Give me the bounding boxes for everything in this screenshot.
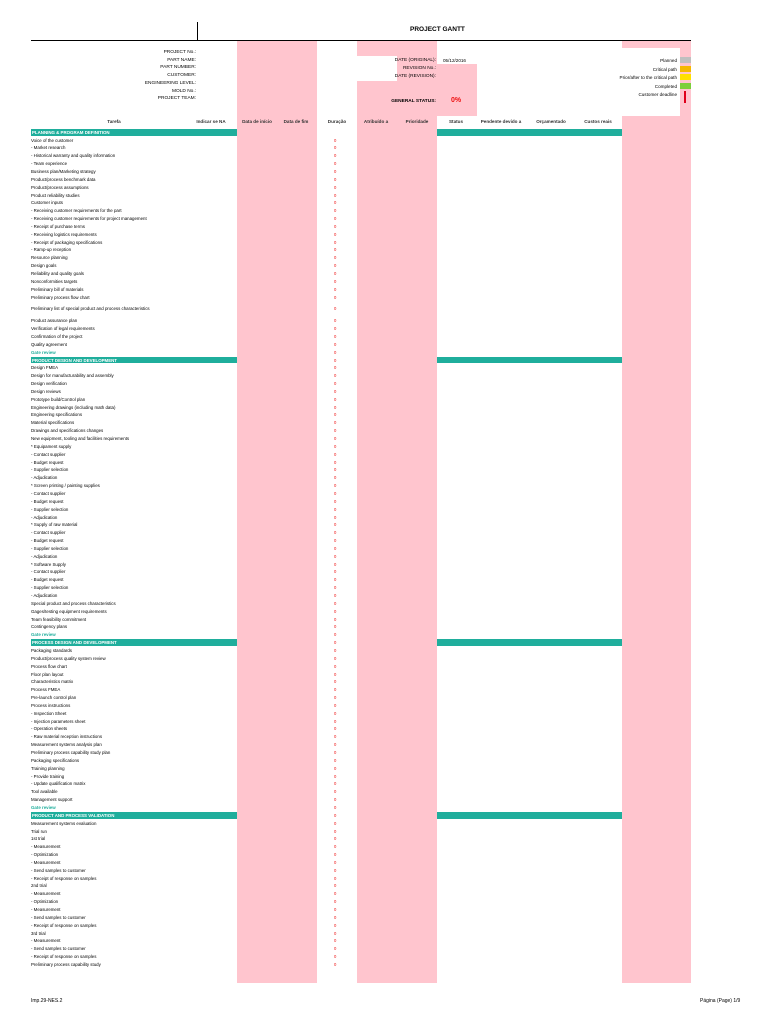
footer-page: Página (Page) 1/9 <box>700 998 741 1004</box>
task-label: - Inspection Sheet <box>31 710 67 716</box>
duration-cell: 0 <box>334 899 337 905</box>
duration-cell: 0 <box>334 867 337 873</box>
right-field-label: DATE (ORIGINAL): <box>394 58 436 63</box>
task-label: 1st trial <box>31 836 46 842</box>
page-title: PROJECT GANTT <box>410 26 465 33</box>
column-header: Custos reais <box>584 119 612 124</box>
column-header: Atribuído a <box>363 119 389 124</box>
task-label: - Injection parameters sheet <box>31 718 86 724</box>
task-label: - Provide training <box>31 773 65 779</box>
task-label: - Send samples to customer <box>31 946 86 952</box>
duration-cell: 0 <box>334 192 337 198</box>
duration-cell: 0 <box>334 514 337 520</box>
duration-cell: 0 <box>334 294 337 300</box>
duration-cell: 0 <box>334 396 337 402</box>
duration-cell: 0 <box>334 459 337 465</box>
duration-cell: 0 <box>334 176 337 182</box>
column-header: Orçamentado <box>536 119 566 124</box>
task-label: Floor plan layout <box>31 671 64 677</box>
duration-cell: 0 <box>334 946 337 952</box>
duration-cell: 0 <box>334 247 337 253</box>
task-label: Design reviews <box>31 388 61 394</box>
duration-cell: 0 <box>334 365 337 371</box>
duration-cell: 0 <box>334 451 337 457</box>
column-header: Status <box>448 119 464 124</box>
task-label: Preliminary list of special product and process characteristics <box>31 306 150 312</box>
task-label: - Measurement <box>31 891 61 897</box>
task-label: 3rd trial <box>31 930 46 936</box>
legend-label: Prior/after to the critical path <box>619 75 677 80</box>
duration-cell: 0 <box>334 404 337 410</box>
duration-cell: 0 <box>334 961 337 967</box>
duration-cell: 0 <box>334 475 337 481</box>
duration-cell: 0 <box>334 137 337 143</box>
header-field-label: PROJECT TEAM: <box>157 96 196 102</box>
task-label: Contingency plans <box>31 624 68 630</box>
task-label: - Budget request <box>31 498 64 504</box>
task-label: - Receipt of purchase terms <box>31 223 85 229</box>
duration-cell: 0 <box>334 153 337 159</box>
task-label: Confirmation of the project <box>31 333 83 339</box>
duration-cell: 0 <box>334 341 337 347</box>
duration-cell: 0 <box>334 443 337 449</box>
duration-cell: 0 <box>334 145 337 151</box>
duration-cell: 0 <box>334 388 337 394</box>
task-label: - Receipt of response on samples <box>31 875 97 881</box>
task-label: - Budget request <box>31 577 64 583</box>
task-label: Packaging specifications <box>31 757 80 763</box>
task-label: Special product and process characteristics <box>31 600 116 606</box>
task-label: - Raw material reception instructions <box>31 734 103 740</box>
task-label: Gages/testing equipment requirements <box>31 608 107 614</box>
duration-cell: 0 <box>334 891 337 897</box>
legend-label: Planned <box>660 58 677 63</box>
duration-cell: 0 <box>334 577 337 583</box>
task-label: Material specifications <box>31 420 75 426</box>
task-label: Design verification <box>31 381 67 387</box>
task-label: - Contact supplier <box>31 530 66 536</box>
task-label: - Receiving customer requirements for project management <box>31 216 147 222</box>
task-label: - Market research <box>31 145 66 151</box>
right-field-label: DATE (REVISION): <box>394 74 436 79</box>
duration-cell: 0 <box>334 679 337 685</box>
header-field-label: CUSTOMER: <box>167 73 196 79</box>
duration-cell: 0 <box>334 357 337 363</box>
task-label: - Budget request <box>31 538 64 544</box>
column-header: Tarefa <box>107 119 121 124</box>
legend-swatch <box>680 83 691 89</box>
task-label: Quality agreement <box>31 341 67 347</box>
duration-cell: 0 <box>334 750 337 755</box>
task-label: Preliminary bill of materials <box>31 286 84 292</box>
task-label: - Contact supplier <box>31 451 66 457</box>
duration-cell: 0 <box>334 161 337 167</box>
col-bg-dates <box>237 40 317 983</box>
duration-cell: 0 <box>334 490 337 496</box>
column-header: Prioridade <box>405 119 429 124</box>
duration-cell: 0 <box>334 483 337 489</box>
task-label: Customer inputs <box>31 200 63 206</box>
task-label: Measurement systems evaluation <box>31 820 97 826</box>
duration-cell: 0 <box>334 914 337 920</box>
duration-cell: 0 <box>334 663 337 669</box>
duration-cell: 0 <box>334 655 337 661</box>
duration-cell: 0 <box>334 820 337 826</box>
gate-review-row: Gate review <box>31 349 56 355</box>
task-label: Product/process assumptions <box>31 184 89 190</box>
task-label: - Historical warranty and quality information <box>31 153 116 159</box>
task-label: - Measurement <box>31 844 61 850</box>
task-label: - Receiving customer requirements for the part <box>31 208 122 214</box>
legend-swatch <box>680 74 691 80</box>
duration-cell: 0 <box>334 271 337 276</box>
task-label: Business plan/Marketing strategy <box>31 168 96 174</box>
task-label: - Measurement <box>31 907 61 912</box>
column-header: Indicar se NA <box>196 119 226 124</box>
task-label: Management support <box>31 797 73 803</box>
task-label: Reliability and quality goals <box>31 271 84 276</box>
duration-cell: 0 <box>334 263 337 269</box>
column-header: Pendente devido a <box>480 119 522 124</box>
duration-cell: 0 <box>334 687 337 693</box>
task-label: Process FMEA <box>31 687 61 693</box>
duration-cell: 0 <box>334 428 337 434</box>
task-label: Engineering drawings (including math data) <box>31 404 116 410</box>
duration-cell: 0 <box>334 781 337 787</box>
duration-cell: 0 <box>334 326 337 332</box>
legend-label: Critical path <box>652 66 677 72</box>
general-status-value: 0% <box>451 97 462 104</box>
task-label: Training planning <box>31 765 65 771</box>
duration-cell: 0 <box>334 836 337 842</box>
task-label: - Measurement <box>31 859 61 865</box>
task-label: - Send samples to customer <box>31 867 86 873</box>
duration-cell: 0 <box>334 255 337 261</box>
duration-cell: 0 <box>334 938 337 944</box>
header-field-label: MOLD No.: <box>172 88 196 94</box>
task-label: Tool available <box>31 789 58 795</box>
task-label: - Adjudication <box>31 514 58 520</box>
duration-cell: 0 <box>334 812 337 818</box>
duration-cell: 0 <box>334 569 337 575</box>
duration-cell: 0 <box>334 773 337 779</box>
duration-cell: 0 <box>334 922 337 928</box>
section-bar <box>437 812 622 819</box>
task-label: - Supplier selection <box>31 545 69 551</box>
duration-cell: 0 <box>334 789 337 795</box>
task-label: - Contact supplier <box>31 569 66 575</box>
duration-cell: 0 <box>334 538 337 544</box>
duration-cell: 0 <box>334 561 337 567</box>
duration-cell: 0 <box>334 616 337 622</box>
task-label: * Equipament supply <box>31 443 72 449</box>
duration-cell: 0 <box>334 553 337 559</box>
task-label: Process instructions <box>31 702 71 708</box>
col-bg-assigned <box>357 40 437 983</box>
section-title: PRODUCT AND PROCESS VALIDATION <box>32 812 115 818</box>
duration-cell: 0 <box>334 530 337 536</box>
general-status-label: GENERAL STATUS: <box>391 99 436 104</box>
duration-cell: 0 <box>334 373 337 379</box>
title-rule <box>31 40 691 41</box>
legend-label: Customer deadline <box>638 92 677 97</box>
duration-cell: 0 <box>334 883 337 889</box>
duration-cell: 0 <box>334 436 337 441</box>
task-label: Preliminary process capability study <box>31 961 101 967</box>
title-divider <box>197 22 198 40</box>
task-label: Product/process quality system review <box>31 655 106 661</box>
task-label: - Receipt of packaging specifications <box>31 239 103 245</box>
task-label: - Contact supplier <box>31 490 66 496</box>
section-title: PLANNING & PROGRAM DEFINITION <box>32 129 110 135</box>
duration-cell: 0 <box>334 184 337 190</box>
task-label: Product/process benchmark data <box>31 176 96 182</box>
duration-cell: 0 <box>334 306 337 312</box>
task-label: Design for manufacturability and assembly <box>31 373 114 379</box>
duration-cell: 0 <box>334 223 337 229</box>
header-field-label: ENGINEERING LEVEL: <box>144 80 196 86</box>
duration-cell: 0 <box>334 412 337 418</box>
task-label: Engineering specifications <box>31 412 83 418</box>
duration-cell: 0 <box>334 506 337 512</box>
task-label: - Update qualification matrix <box>31 781 86 787</box>
duration-cell: 0 <box>334 647 337 653</box>
task-label: - Receiving logistics requirements <box>31 231 97 237</box>
section-bar <box>437 357 622 364</box>
task-label: Trial run <box>31 828 47 834</box>
gate-review-row: Gate review <box>31 804 56 810</box>
duration-cell: 0 <box>334 624 337 630</box>
legend-swatch <box>680 57 691 63</box>
legend-swatch <box>684 91 686 103</box>
duration-cell: 0 <box>334 954 337 960</box>
duration-cell: 0 <box>334 239 337 245</box>
duration-cell: 0 <box>334 286 337 292</box>
task-label: Preliminary process capability study plan <box>31 750 111 755</box>
duration-cell: 0 <box>334 804 337 810</box>
duration-cell: 0 <box>334 765 337 771</box>
task-label: - Receipt of response on samples <box>31 922 97 928</box>
footer-code: Imp.29-NES.2 <box>31 998 63 1004</box>
header-field-label: PART NAME: <box>167 57 196 63</box>
task-label: - Adjudication <box>31 593 58 598</box>
task-label: - Operation sheets <box>31 726 68 732</box>
task-label: Drawings and specifications changes <box>31 428 104 434</box>
duration-cell: 0 <box>334 420 337 426</box>
duration-cell: 0 <box>334 632 337 638</box>
duration-cell: 0 <box>334 718 337 724</box>
column-header: Duração <box>327 119 347 124</box>
task-label: - Receipt of response on samples <box>31 954 97 960</box>
task-label: - Measurement <box>31 938 61 944</box>
duration-cell: 0 <box>334 930 337 936</box>
right-field-value[interactable]: 05/12/2016 <box>443 58 466 63</box>
legend-label: Completed <box>654 83 677 89</box>
duration-cell: 0 <box>334 726 337 732</box>
section-title: PROCESS DESIGN AND DEVELOPMENT <box>32 640 117 646</box>
column-header: Data de início <box>242 119 272 124</box>
task-label: Preliminary process flow chart <box>31 294 90 300</box>
task-label: Product assurance plan <box>31 318 78 324</box>
task-label: - Optimization <box>31 852 59 858</box>
task-label: - Budget request <box>31 459 64 465</box>
duration-cell: 0 <box>334 852 337 858</box>
duration-cell: 0 <box>334 671 337 677</box>
duration-cell: 0 <box>334 467 337 473</box>
duration-cell: 0 <box>334 200 337 206</box>
task-label: - Supplier selection <box>31 467 69 473</box>
task-label: - Send samples to customer <box>31 914 86 920</box>
duration-cell: 0 <box>334 278 337 284</box>
task-label: - Supplier selection <box>31 506 69 512</box>
task-label: Voice of the customer <box>31 137 74 143</box>
task-label: * Software Supply <box>31 561 66 567</box>
duration-cell: 0 <box>334 907 337 912</box>
duration-cell: 0 <box>334 640 337 646</box>
task-label: - Team experience <box>31 161 68 167</box>
section-title: PRODUCT DESIGN AND DEVELOPMENT <box>32 357 117 363</box>
duration-cell: 0 <box>334 522 337 528</box>
gate-review-row: Gate review <box>31 632 56 638</box>
col-bg-costs <box>619 40 691 983</box>
duration-cell: 0 <box>334 828 337 834</box>
task-label: - Adjudication <box>31 553 58 559</box>
right-field-label: REVISION No.: <box>402 66 436 71</box>
duration-cell: 0 <box>334 349 337 355</box>
task-label: Process flow chart <box>31 663 67 669</box>
duration-cell: 0 <box>334 757 337 763</box>
task-label: Pre-launch control plan <box>31 695 77 701</box>
section-bar <box>437 639 622 646</box>
duration-cell: 0 <box>334 710 337 716</box>
task-label: - Ramp-up reception <box>31 247 72 253</box>
duration-cell: 0 <box>334 208 337 214</box>
task-label: Design FMEA <box>31 365 59 371</box>
task-label: Prototype build/Control plan <box>31 396 86 402</box>
duration-cell: 0 <box>334 593 337 598</box>
task-label: Resource planning <box>31 255 68 261</box>
task-label: Design goals <box>31 263 57 269</box>
task-label: - Supplier selection <box>31 585 69 591</box>
duration-cell: 0 <box>334 600 337 606</box>
duration-cell: 0 <box>334 734 337 740</box>
duration-cell: 0 <box>334 695 337 701</box>
duration-cell: 0 <box>334 859 337 865</box>
duration-cell: 0 <box>334 742 337 748</box>
task-label: 2nd trial <box>31 883 47 889</box>
task-label: Nonconformities targets <box>31 278 78 284</box>
task-label: - Optimization <box>31 899 59 905</box>
task-label: Packaging standards <box>31 647 73 653</box>
duration-cell: 0 <box>334 333 337 339</box>
duration-cell: 0 <box>334 498 337 504</box>
duration-cell: 0 <box>334 318 337 324</box>
duration-cell: 0 <box>334 545 337 551</box>
duration-cell: 0 <box>334 702 337 708</box>
task-label: * Screen printing / painting supplies <box>31 483 100 489</box>
task-label: Product reliability studies <box>31 192 80 198</box>
duration-cell: 0 <box>334 585 337 591</box>
task-label: Team feasibility commitment <box>31 616 87 622</box>
section-bar <box>437 129 622 136</box>
duration-cell: 0 <box>334 381 337 387</box>
duration-cell: 0 <box>334 844 337 850</box>
duration-cell: 0 <box>334 797 337 803</box>
task-label: Verification of legal requirements <box>31 326 95 332</box>
header-field-label: PROJECT No.: <box>163 50 196 55</box>
task-label: Characteristics matrix <box>31 679 74 685</box>
duration-cell: 0 <box>334 231 337 237</box>
duration-cell: 0 <box>334 875 337 881</box>
header-field-label: PART NUMBER: <box>160 65 196 71</box>
task-label: * Supply of raw material <box>31 522 78 528</box>
duration-cell: 0 <box>334 216 337 222</box>
duration-cell: 0 <box>334 608 337 614</box>
column-header: Data de fim <box>283 119 309 124</box>
duration-cell: 0 <box>334 168 337 174</box>
legend-swatch <box>680 66 691 72</box>
task-label: - Adjudication <box>31 475 58 481</box>
task-label: Measurement systems analysis plan <box>31 742 102 748</box>
task-label: New equipment, tooling and facilities requirements <box>31 436 130 441</box>
